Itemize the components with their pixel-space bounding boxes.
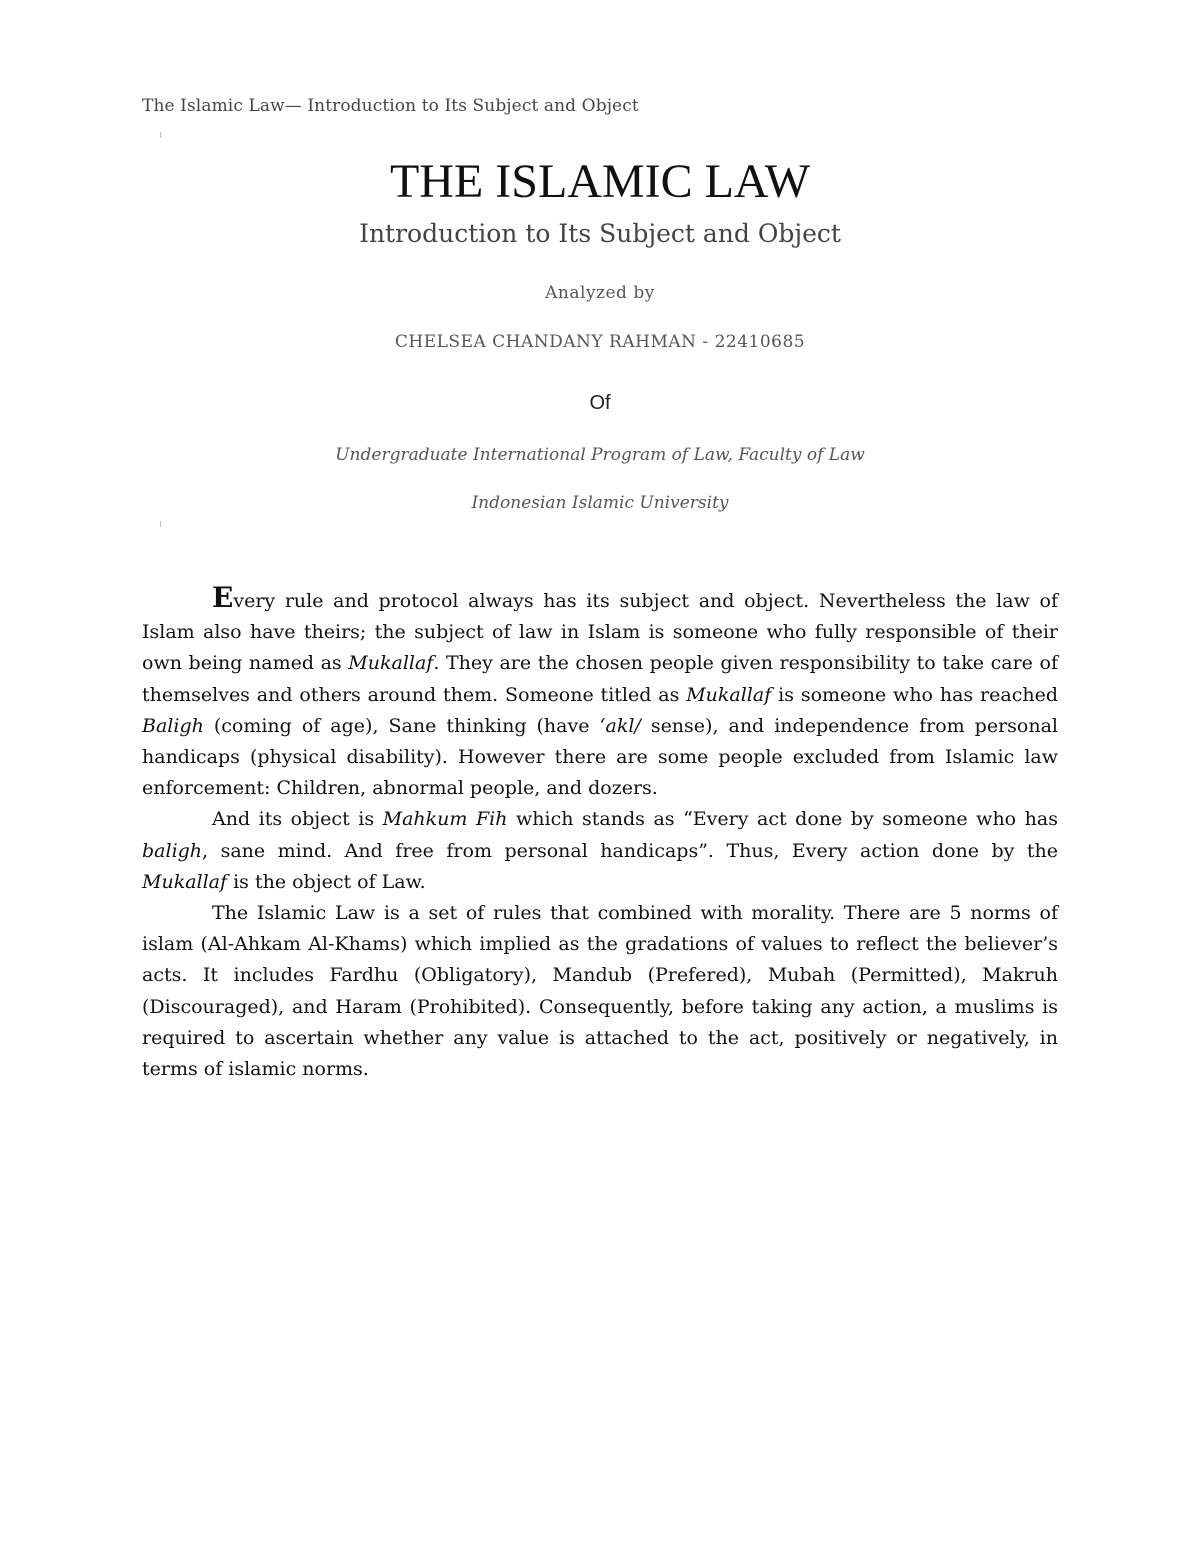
term-baligh: baligh xyxy=(142,839,203,862)
paragraph-object xyxy=(142,804,1058,898)
paragraph-text: , sane mind. And free from personal handicaps”. Thus, Every action done by the xyxy=(202,839,1058,862)
paragraph-text: (coming of age), Sane thinking (have xyxy=(203,714,600,737)
term-mukallaf: Mukallaf xyxy=(348,652,434,675)
paragraph-text: . They are the chosen people given responsibility to take care of themselves and others around them. Someone titled as xyxy=(142,652,1058,706)
document-title: THE ISLAMIC LAW xyxy=(389,155,811,208)
term-akl: ‘akl/ xyxy=(599,714,641,737)
drop-cap: E xyxy=(212,581,234,614)
term-mukallaf: Mukallaf xyxy=(142,870,228,893)
paragraph-text: very rule and protocol always has its subject and object. Nevertheless the law of Islam also have theirs; the subject of law in Islam is someone who fully responsible of their own being named as xyxy=(142,590,1058,675)
author-name: CHELSEA CHANDANY RAHMAN - 22410685 xyxy=(394,332,806,352)
paragraph-subject xyxy=(142,581,1059,804)
body-text xyxy=(142,581,1059,1085)
term-baligh: Baligh xyxy=(142,714,204,737)
document-subtitle: Introduction to Its Subject and Object xyxy=(359,219,841,248)
paragraph-norms: The Islamic Law is a set of rules that combined with morality. There are 5 norms of islam (Al-Ahkam Al-Khams) which implied as the gradations of values to reflect the believer’s acts. It includes Fardhu (Obligatory), Mandub (Prefered), Mubah (Permitted), Makruh (Discouraged), and Haram (Prohibited). Consequently, before taking any action, a muslims is required to ascertain whether any value is attached to the act, positively or negatively, in terms of islamic norms. xyxy=(142,902,1058,1081)
of-label: Of xyxy=(589,392,611,414)
paragraph-text: which stands as “Every act done by someone who has xyxy=(507,808,1058,831)
term-mahkum-fih: Mahkum Fih xyxy=(382,808,508,831)
program-name: Undergraduate International Program of Law, Faculty of Law xyxy=(335,445,865,465)
paragraph-text: is the object of Law. xyxy=(227,870,426,893)
university-name: Indonesian Islamic University xyxy=(471,493,729,513)
paragraph-text: sense), and independence from personal handicaps (physical disability). However there are some people excluded from Islamic law enforcement: Children, abnormal people, and dozers. xyxy=(142,714,1059,800)
paragraph-text: And its object is xyxy=(212,808,383,831)
term-mukallaf: Mukallaf xyxy=(686,683,772,706)
paragraph-text: is someone who has reached xyxy=(771,683,1058,706)
running-header: The Islamic Law— Introduction to Its Subject and Object xyxy=(142,96,639,116)
margin-mark xyxy=(160,132,161,138)
margin-mark xyxy=(160,521,161,527)
analyzed-by-label: Analyzed by xyxy=(545,283,655,303)
